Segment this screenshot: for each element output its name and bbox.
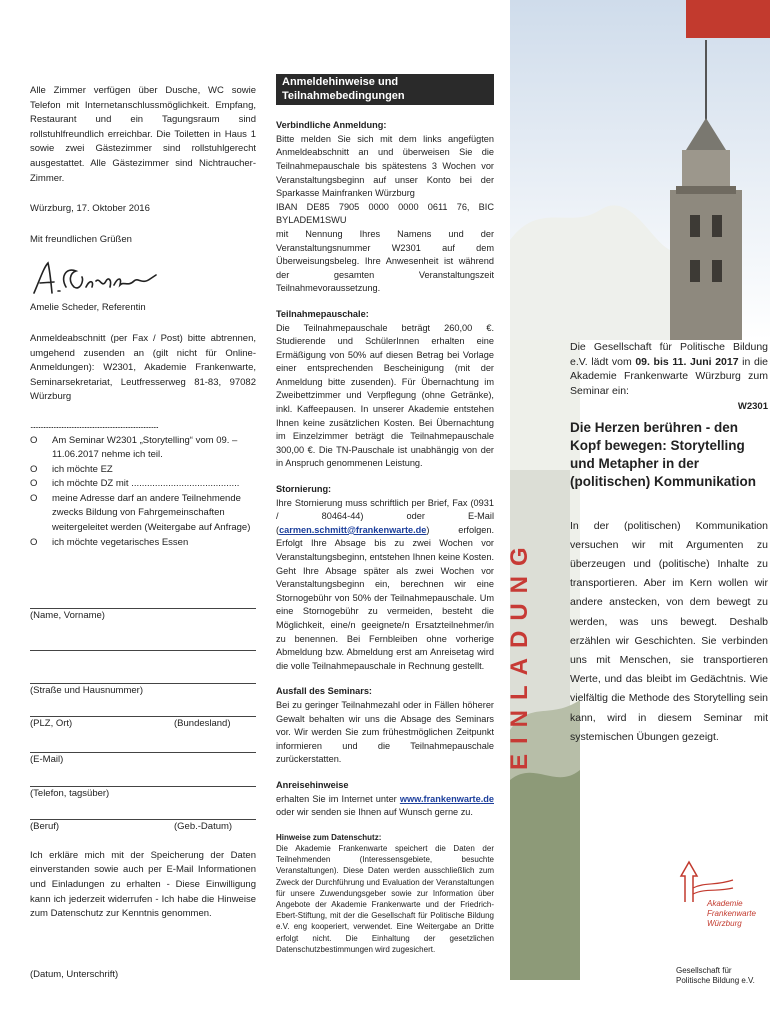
- check-mark: O: [30, 434, 38, 446]
- check-label: ich möchte EZ: [52, 463, 113, 475]
- plz-line[interactable]: [30, 698, 256, 717]
- section-text: mit Nennung Ihres Namens und der Veranstaltungsnummer W2301 auf dem Überweisungsbeleg. Ihre Anwesenheit ist während der gesamten Veranstaltungszeit Teilnahmevoraussetzung.: [276, 228, 494, 294]
- section-cancellation: [276, 483, 494, 673]
- check-mark: O: [30, 492, 38, 504]
- section-title: Stornierung:: [276, 484, 332, 495]
- right-column: [506, 0, 770, 1024]
- section-text: Bitte melden Sie sich mit dem links angefügten Anmeldeabschnitt an und überweisen Sie die Teilnahmepauschale bis spätestens 3 Wochen vor Veranstaltungsbeginn auf unser Konto bei der Sparkasse Mainfranken Würzburg: [276, 133, 494, 199]
- section-title: Hinweise zum Datenschutz:: [276, 832, 382, 842]
- iban: IBAN DE85 7905 0000 0000 0611 76, BIC BYLADEM1SWU: [276, 201, 494, 226]
- section-privacy: [276, 832, 494, 955]
- gpb-text: Gesellschaft für Politische Bildung e.V.: [676, 966, 755, 985]
- invitation-vertical: [498, 500, 542, 770]
- section-title: Anreisehinweise: [276, 779, 349, 790]
- section-title: Ausfall des Seminars:: [276, 686, 372, 697]
- sign-label: (Datum, Unterschrift): [30, 968, 119, 980]
- intro-text: Alle Zimmer verfügen über Dusche, WC sowie Telefon mit Internetanschlussmöglichkeit. Empfang, Restaurant und ein Tagungsraum sind rollstuhlfreundlich erreichbar. Die Toiletten in Haus 1 sowie zwei Gästezimmer sind rollstuhlgerecht ausgestattet. Alle Gästezimmer sind Nichtraucher-Zimmer.: [30, 85, 256, 184]
- section-text: erhalten Sie im Internet unter: [276, 793, 400, 804]
- akademie-logo-icon: [677, 858, 737, 904]
- left-column: [30, 84, 256, 982]
- section-text: Die Teilnahmepauschale beträgt 260,00 €. Studierende und SchülerInnen erhalten eine Ermäßigung von 50% auf diesen Betrag bei Vorlage einer entsprechenden Bescheinigung (mit der Anmeldung bitte zusenden). Für Übernachtung im Zweibettzimmer und Verpflegung (ohne Getränke), inkl. Kaffeepausen. In unserer Akademie entstehen Ihnen keine zusätzlichen Kosten. Bei Übernachtung im Einzelzimmer beträgt die Teilnahmepauschale 300,00 €. Die TN-Pauschale ist unabhängig von der in Anspruch genommenen Leistung.: [276, 322, 494, 469]
- sign-line[interactable]: [30, 950, 256, 968]
- invite-pre: Die Gesellschaft für Politische Bildung e.V. lädt vom: [570, 341, 768, 368]
- phone-label: (Telefon, tagsüber): [30, 787, 110, 799]
- check-label: ich möchte vegetarisches Essen: [52, 536, 189, 548]
- form-fields: [30, 590, 256, 835]
- cut-line: ..............................................................................: [30, 419, 158, 431]
- section-travel: [276, 779, 494, 820]
- section-text: Ihre Stornierung muss schriftlich per Brief, Fax (0931 / 80464-44) oder E-Mail (: [276, 497, 494, 535]
- gpb-logo: [676, 966, 756, 986]
- state-label: (Bundesland): [174, 718, 231, 730]
- section-fee: [276, 308, 494, 471]
- signature: [30, 257, 256, 301]
- website-link[interactable]: www.frankenwarte.de: [399, 793, 494, 804]
- vertical-title: EINLADUNG: [506, 537, 533, 770]
- check-mark: O: [30, 536, 38, 548]
- name-label: (Name, Vorname): [30, 610, 105, 622]
- tower-photo: [510, 0, 770, 340]
- invitation-block: [570, 340, 768, 747]
- street-line[interactable]: [30, 665, 256, 684]
- street-label: (Straße und Hausnummer): [30, 684, 143, 696]
- plz-label: (PLZ, Ort): [30, 718, 73, 730]
- check-label: meine Adresse darf an andere Teilnehmende zwecks Bildung von Fahrgemeinschaften weitergeleitet werden (Weitergabe auf Anfrage): [52, 492, 251, 534]
- seminar-title: Die Herzen berühren - den Kopf bewegen: Storytelling und Metapher in der (politischen) Kommunikation: [570, 419, 757, 489]
- invite-date: 09. bis 11. Juni 2017: [635, 355, 739, 368]
- check-mark: O: [30, 478, 38, 490]
- checklist-item[interactable]: [30, 477, 256, 492]
- checklist-item[interactable]: [30, 434, 256, 463]
- letter-date: Würzburg, 17. Oktober 2016: [30, 203, 150, 215]
- logo-text: Akademie Frankenwarte Würzburg: [707, 899, 756, 928]
- section-seminar-cancel: [276, 685, 494, 767]
- section-registration: [276, 119, 494, 296]
- conditions-header: Anmeldehinweise und Teilnahmebedingungen: [276, 74, 494, 105]
- invitation-text: [570, 340, 768, 398]
- email-label: (E-Mail): [30, 754, 64, 766]
- section-text: oder wir senden sie Ihnen auf Wunsch gerne zu.: [276, 807, 473, 818]
- seminar-code: W2301: [737, 401, 768, 412]
- checklist-item[interactable]: [30, 536, 256, 551]
- plz-row: [30, 717, 256, 732]
- birth-label: (Geb.-Datum): [174, 821, 233, 833]
- signer-name: Amelie Scheder, Referentin: [30, 302, 146, 314]
- section-title: Verbindliche Anmeldung:: [276, 120, 387, 131]
- email-link[interactable]: carmen.schmitt@frankenwarte.de: [279, 524, 427, 535]
- email-line[interactable]: [30, 734, 256, 753]
- name-line[interactable]: [30, 590, 256, 609]
- seminar-description: In der (politischen) Kommunikation versuchen wir mit Argumenten zu überzeugen und (politische) Inhalte zu transportieren. Aber im Kern wollen wir andere anstecken, von dem bewegt zu werden, was uns bewegt. Deshalb erzählen wir Geschichten. Sie verbinden uns mit Menschen, sie transportieren Werte, und das bleibt im Gedächtnis. Wie vielfältig die Methode des Storytelling sein kann, wird in diesem Seminar mit systemischen Übungen gezeigt.: [570, 519, 768, 743]
- section-title: Teilnahmepauschale:: [276, 308, 369, 319]
- invite-post: in die Akademie Frankenwarte Würzburg zum Seminar ein:: [570, 355, 768, 397]
- job-label: (Beruf): [30, 821, 60, 833]
- check-mark: O: [30, 463, 38, 475]
- akademie-logo: [677, 858, 767, 929]
- check-label: ich möchte DZ mit .........................................: [52, 478, 240, 490]
- middle-column: [276, 74, 494, 967]
- greeting: Mit freundlichen Grüßen: [30, 233, 132, 245]
- consent-text: Ich erkläre mich mit der Speicherung der Daten einverstanden sowie auch per E-Mail Informationen und Einladungen zu erhalten - Diese Einwilligung kann ich jederzeit widerrufen - Ich habe die Hinweise zum Datenschutz zur Kenntnis genommen.: [30, 849, 256, 920]
- job-row: [30, 820, 256, 835]
- job-line[interactable]: [30, 801, 256, 820]
- cutout-instructions: Anmeldeabschnitt (per Fax / Post) bitte abtrennen, umgehend zusenden an (gilt nicht für Online-Anmeldungen): W2301, Akademie Frankenwarte, Seminarsekretariat, Leutfresserweg 81-83, 97082 Würzburg: [30, 332, 256, 403]
- checklist-item[interactable]: [30, 492, 256, 536]
- checklist-item[interactable]: [30, 463, 256, 478]
- checklist: [30, 434, 256, 551]
- phone-line[interactable]: [30, 768, 256, 787]
- extra-line[interactable]: [30, 632, 256, 651]
- check-label: Am Seminar W2301 „Storytelling“ vom 09. – 11.06.2017 nehme ich teil.: [52, 434, 238, 461]
- section-text: Bei zu geringer Teilnahmezahl oder in Fällen höherer Gewalt behalten wir uns die Absage des Seminars vor. Wir werden Sie zum frühestmöglichen Zeitpunkt informieren und die Teilnahmepauschale zurückerstatten.: [276, 699, 494, 765]
- section-text: ) erfolgen. Erfolgt Ihre Absage bis zu zwei Wochen vor Veranstaltungsbeginn, entstehen Ihnen keine Kosten. Geht Ihre Absage später als zwei Wochen vor Veranstaltungsbeginn ein, berechnen wir eine Stornogebühr von 50% der Teilnahmepauschale. Um eine Stornogebühr zu vermeiden, besteht die Möglichkeit, eine/n geeignete/n Ersatzteilnehmer/in zu benennen. Bei Fernbleiben ohne vorherige Abmeldung bzw. Abmeldung erst am Anreisetag wird die volle Teilnahmepauschale in Rechnung gestellt.: [276, 524, 494, 671]
- section-text: Die Akademie Frankenwarte speichert die Daten der Teilnehmenden (Interessensgebiete, besuchte Veranstaltungen). Diese Daten werden ausschließlich zum Zweck der Durchführung und Evaluation der Veranstaltungen für unsere Zuwendungsgeber sowie zur Information über Angebote der Akademie Frankenwarte und der Friedrich-Ebert-Stiftung, mit der die Gesellschaft für Politische Bildung e.V. eng kooperiert, verwendet. Eine Weitergabe an Dritte erfolgt nicht. Die Einhaltung der gesetzlichen Datenschutzbestimmungen wird zugesichert.: [276, 843, 494, 954]
